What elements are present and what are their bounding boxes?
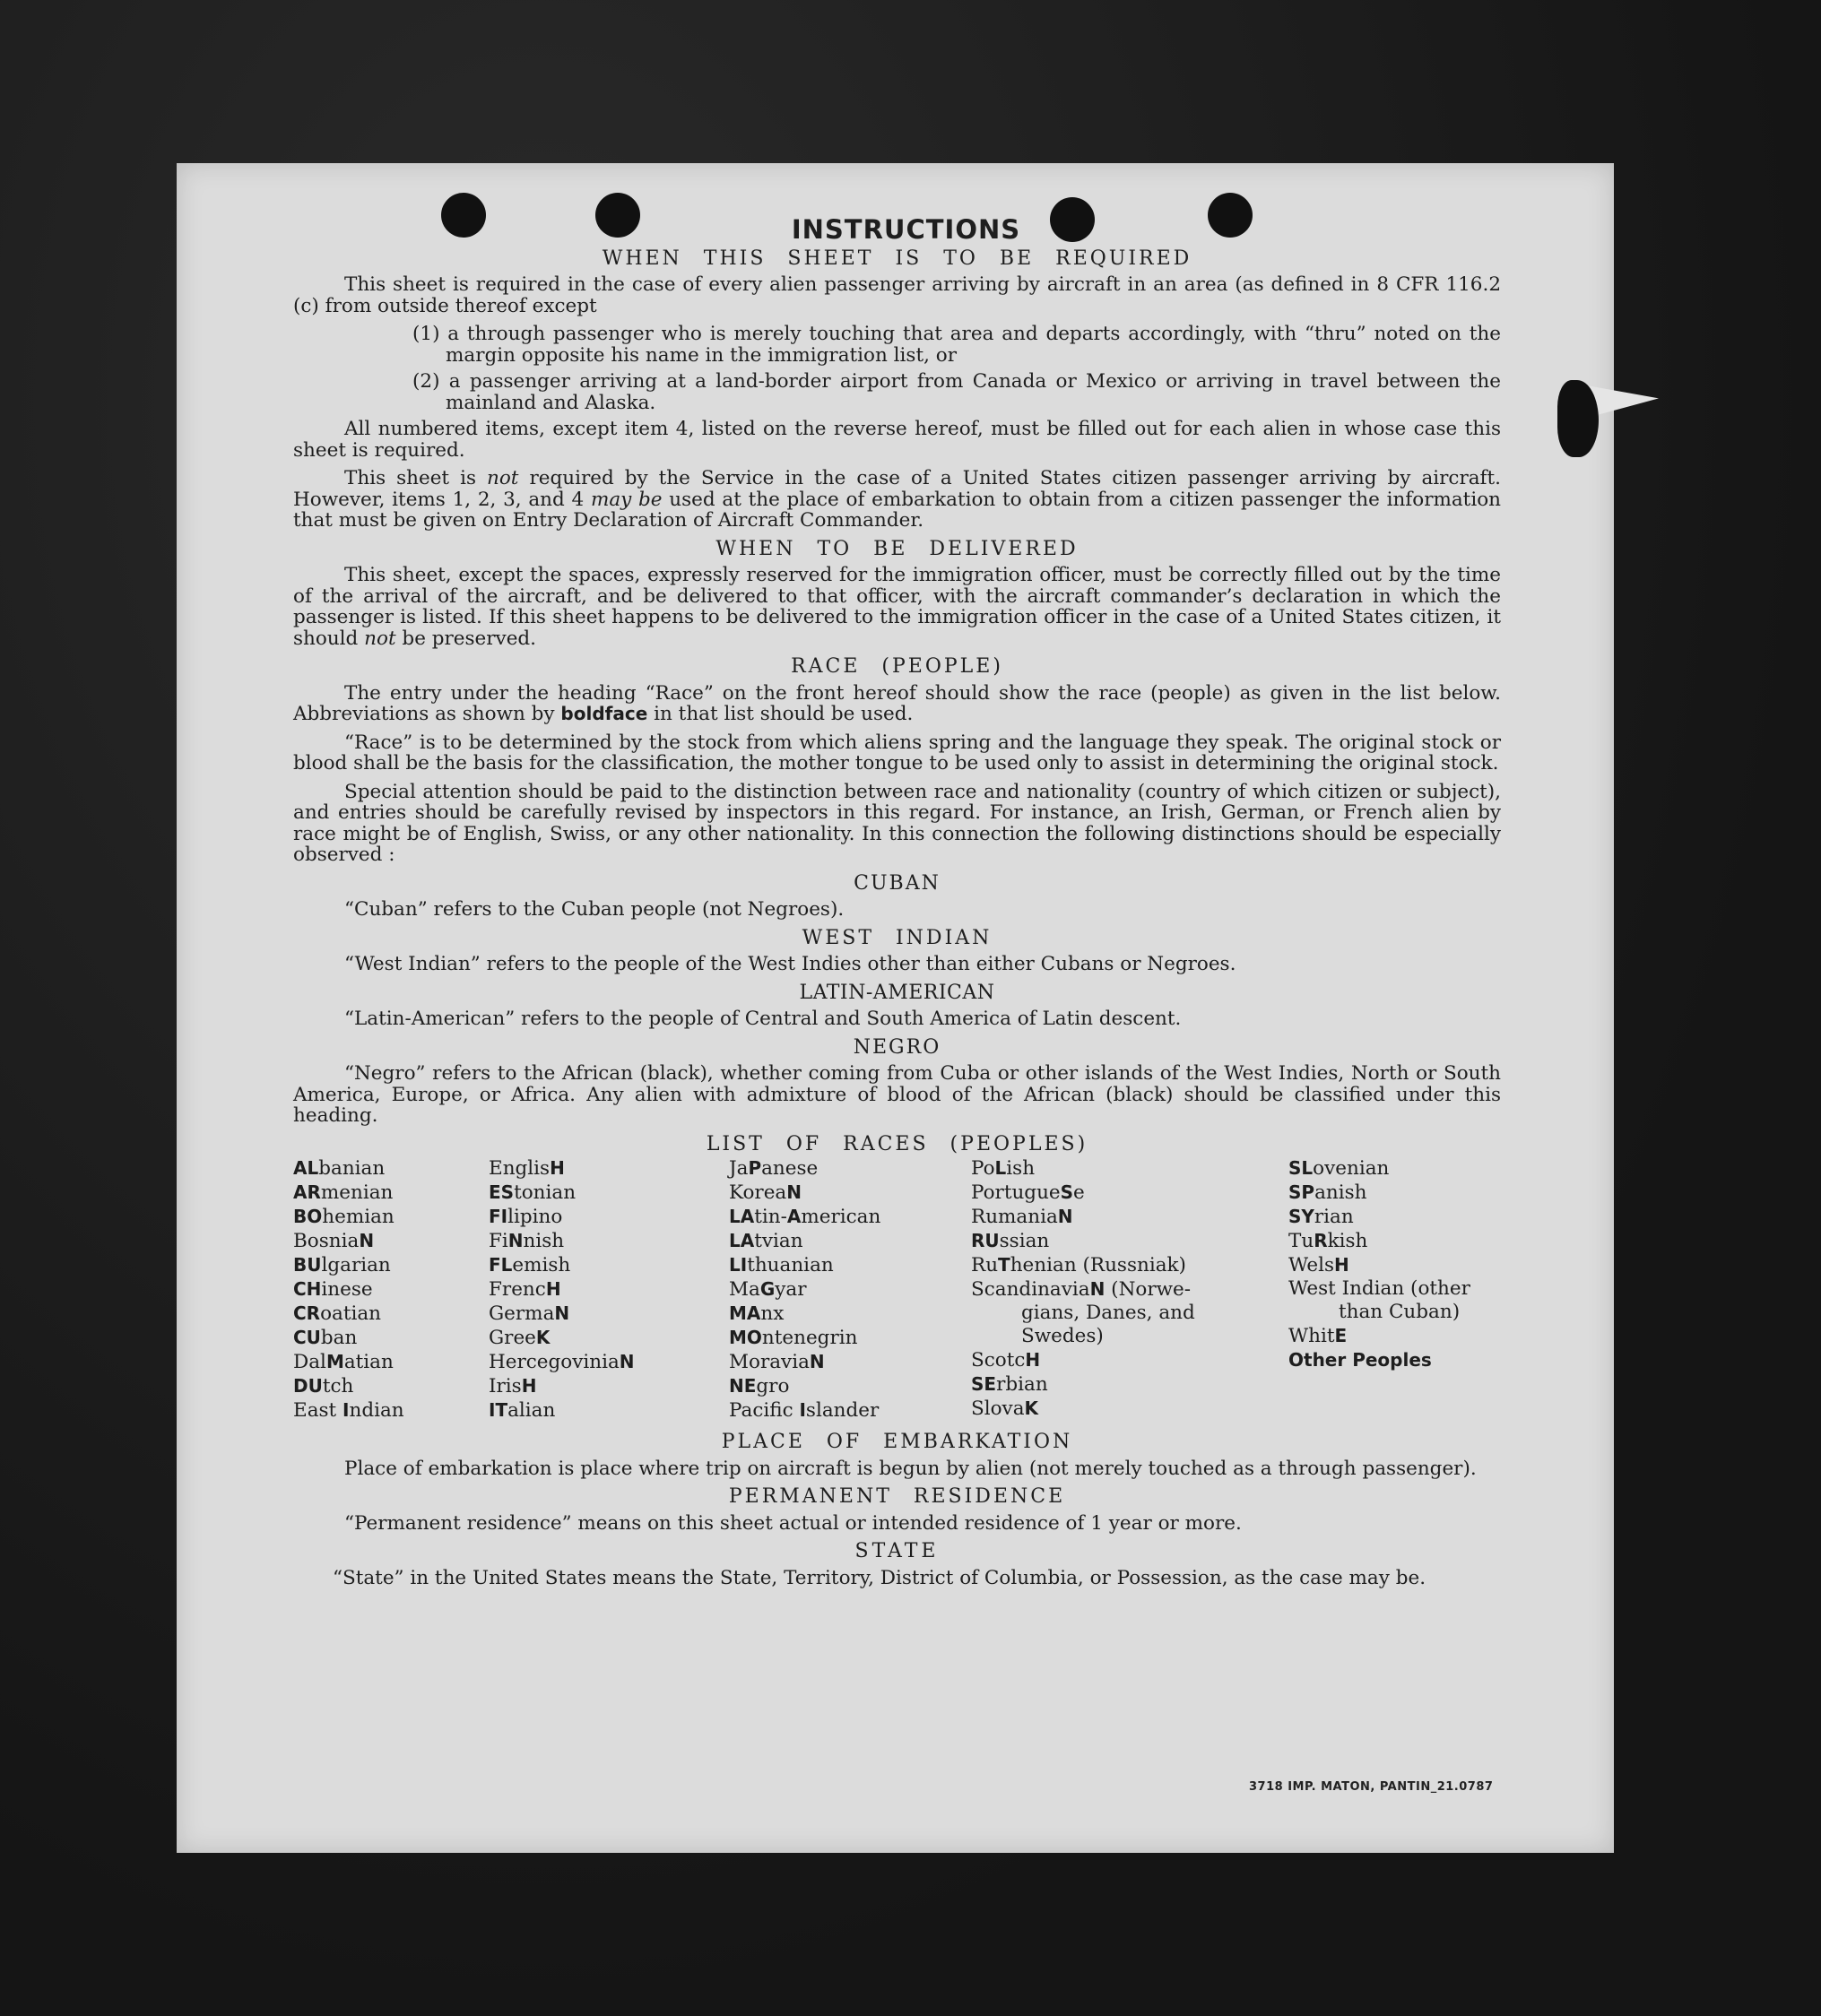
- race-entry: PortugueSe: [971, 1181, 1085, 1204]
- race-entry: RuThenian (Russniak): [971, 1254, 1186, 1276]
- race-entry: BUlgarian: [293, 1254, 391, 1276]
- race-entry: ARmenian: [293, 1181, 394, 1204]
- paragraph: “Permanent residence” means on this sheet actual or intended residence of 1 year or more.: [344, 1511, 1242, 1535]
- race-entry: SlovaK: [971, 1397, 1039, 1420]
- race-column: [293, 1156, 489, 1423]
- list-item: (1) a through passenger who is merely touching that area and departs accordingly, with “thru” noted on the margin opposite his name in the immigration list, or: [412, 323, 1501, 367]
- race-entry: TuRkish: [1288, 1230, 1368, 1252]
- paragraph: “Race” is to be determined by the stock from which aliens spring and the language they speak. The original stock or blood shall be the basis for the classification, the mother tongue to be used only to assist in determining the original stock.: [293, 731, 1501, 774]
- race-entry: WelsH: [1288, 1254, 1349, 1276]
- race-entry: ITalian: [489, 1399, 556, 1422]
- race-entry-continued: gians, Danes, and: [1021, 1302, 1195, 1324]
- race-entry: LAtvian: [729, 1230, 803, 1252]
- race-entry: RumaniaN: [971, 1206, 1073, 1228]
- race-entry-continued: than Cuban): [1339, 1301, 1461, 1323]
- section-heading-state: STATE: [854, 1540, 940, 1562]
- race-entry: HercegoviniaN: [489, 1351, 635, 1373]
- race-entry: EnglisH: [489, 1157, 565, 1180]
- race-entry: FrencH: [489, 1278, 561, 1301]
- race-entry: DUtch: [293, 1375, 354, 1397]
- race-entry: CUban: [293, 1327, 358, 1349]
- race-entry: DalMatian: [293, 1351, 394, 1373]
- race-entry: KoreaN: [729, 1181, 802, 1204]
- race-entry: SPanish: [1288, 1181, 1367, 1204]
- section-heading-west-indian: WEST INDIAN: [802, 926, 993, 949]
- race-entry: PoLish: [971, 1157, 1036, 1180]
- race-entry: ScotcH: [971, 1349, 1041, 1371]
- race-entry: EStonian: [489, 1181, 577, 1204]
- section-heading-latin-american: LATIN-AMERICAN: [799, 981, 995, 1004]
- race-entry: ScandinaviaN (Norwe-: [971, 1278, 1191, 1301]
- race-entry: MoraviaN: [729, 1351, 825, 1373]
- section-heading-required: WHEN THIS SHEET IS TO BE REQUIRED: [602, 247, 1192, 270]
- race-list: [293, 1156, 1501, 1423]
- race-column: [729, 1156, 971, 1423]
- section-heading-race: RACE (PEOPLE): [791, 655, 1003, 678]
- race-entry: RUssian: [971, 1230, 1050, 1252]
- race-entry: ALbanian: [293, 1157, 386, 1180]
- paragraph: All numbered items, except item 4, listed on the reverse hereof, must be filled out for each alien in whose case this sheet is required.: [293, 418, 1501, 462]
- race-column: [971, 1156, 1288, 1423]
- race-entry: SLovenian: [1288, 1157, 1390, 1180]
- paragraph: The entry under the heading “Race” on the front hereof should show the race (people) as given in the list below. Abbreviations as shown by boldface in that list should be used.: [293, 681, 1501, 725]
- race-entry: CRoatian: [293, 1302, 382, 1325]
- race-entry: NEgro: [729, 1375, 790, 1397]
- race-entry: MaGyar: [729, 1278, 807, 1301]
- list-item: (2) a passenger arriving at a land-border airport from Canada or Mexico or arriving in travel between the mainland and Alaska.: [412, 370, 1501, 414]
- race-entry: SYrian: [1288, 1206, 1354, 1228]
- instructions-body: [293, 211, 1501, 1596]
- race-entry: BOhemian: [293, 1206, 395, 1228]
- section-heading-delivered: WHEN TO BE DELIVERED: [715, 537, 1079, 560]
- race-entry: East Indian: [293, 1399, 404, 1422]
- paragraph: “State” in the United States means the State, Territory, District of Columbia, or Possession, as the case may be.: [333, 1566, 1426, 1589]
- ink-blot: [1557, 380, 1599, 457]
- race-entry: Other Peoples: [1288, 1349, 1432, 1371]
- race-entry: SErbian: [971, 1373, 1048, 1396]
- section-heading-negro: NEGRO: [853, 1035, 941, 1059]
- race-entry: IrisH: [489, 1375, 537, 1397]
- paragraph: “West Indian” refers to the people of the West Indies other than either Cubans or Negroes.: [344, 953, 1236, 975]
- race-entry: CHinese: [293, 1278, 373, 1301]
- race-entry: BosniaN: [293, 1230, 375, 1252]
- race-column: [1288, 1156, 1501, 1423]
- race-entry: FiNnish: [489, 1230, 565, 1252]
- section-heading-residence: PERMANENT RESIDENCE: [728, 1485, 1066, 1508]
- race-entry: FIlipino: [489, 1206, 563, 1228]
- paragraph: This sheet, except the spaces, expressly reserved for the immigration officer, must be correctly filled out by the time of the arrival of the aircraft, and be delivered to that officer, with the aircraft commander’s declaration in which the passenger is listed. If this sheet happens to be delivered to the immigration officer in the case of a United States citizen, it should not be preserved.: [293, 564, 1501, 650]
- paragraph: This sheet is not required by the Service in the case of a United States citizen passenger arriving by aircraft. However, items 1, 2, 3, and 4 may be used at the place of embarkation to obtain from a citizen passenger the information that must be given on Entry Declaration of Aircraft Commander.: [293, 467, 1501, 532]
- paragraph: “Cuban” refers to the Cuban people (not Negroes).: [344, 898, 845, 921]
- race-entry: West Indian (other: [1288, 1277, 1470, 1300]
- section-heading-cuban: CUBAN: [854, 871, 941, 895]
- print-code: 3718 IMP. MATON, PANTIN_21.0787: [1249, 1780, 1494, 1794]
- section-heading-embarkation: PLACE OF EMBARKATION: [721, 1431, 1073, 1453]
- race-entry: GreeK: [489, 1327, 551, 1349]
- race-entry: WhitE: [1288, 1325, 1348, 1347]
- paragraph: “Latin-American” refers to the people of Central and South America of Latin descent.: [344, 1008, 1182, 1030]
- race-entry: Pacific Islander: [729, 1399, 880, 1422]
- race-entry: MOntenegrin: [729, 1327, 858, 1349]
- paragraph: Special attention should be paid to the distinction between race and nationality (country of which citizen or subject), and entries should be carefully revised by inspectors in this regard. For instance, an Irish, German, or French alien by race might be of English, Swiss, or any other nationality. In this connection the following distinctions should be especially observed :: [293, 780, 1501, 866]
- race-entry: GermaN: [489, 1302, 570, 1325]
- race-entry: FLemish: [489, 1254, 571, 1276]
- page-title: INSTRUCTIONS: [791, 214, 1021, 245]
- race-entry: LAtin-American: [729, 1206, 881, 1228]
- section-heading-list-of-races: LIST OF RACES (PEOPLES): [706, 1132, 1088, 1155]
- paragraph: This sheet is required in the case of every alien passenger arriving by aircraft in an area (as defined in 8 CFR 116.2 (c) from outside thereof except: [293, 273, 1501, 317]
- race-entry: MAnx: [729, 1302, 785, 1325]
- race-entry: LIthuanian: [729, 1254, 834, 1276]
- paragraph: “Negro” refers to the African (black), whether coming from Cuba or other islands of the West Indies, North or South America, Europe, or Africa. Any alien with admixture of blood of the African (black) should be classified under this heading.: [293, 1062, 1501, 1127]
- paragraph: Place of embarkation is place where trip on aircraft is begun by alien (not merely touched as a through passenger).: [344, 1457, 1477, 1480]
- race-column: [489, 1156, 729, 1423]
- race-entry-continued: Swedes): [1021, 1325, 1104, 1347]
- race-entry: JaPanese: [729, 1157, 819, 1180]
